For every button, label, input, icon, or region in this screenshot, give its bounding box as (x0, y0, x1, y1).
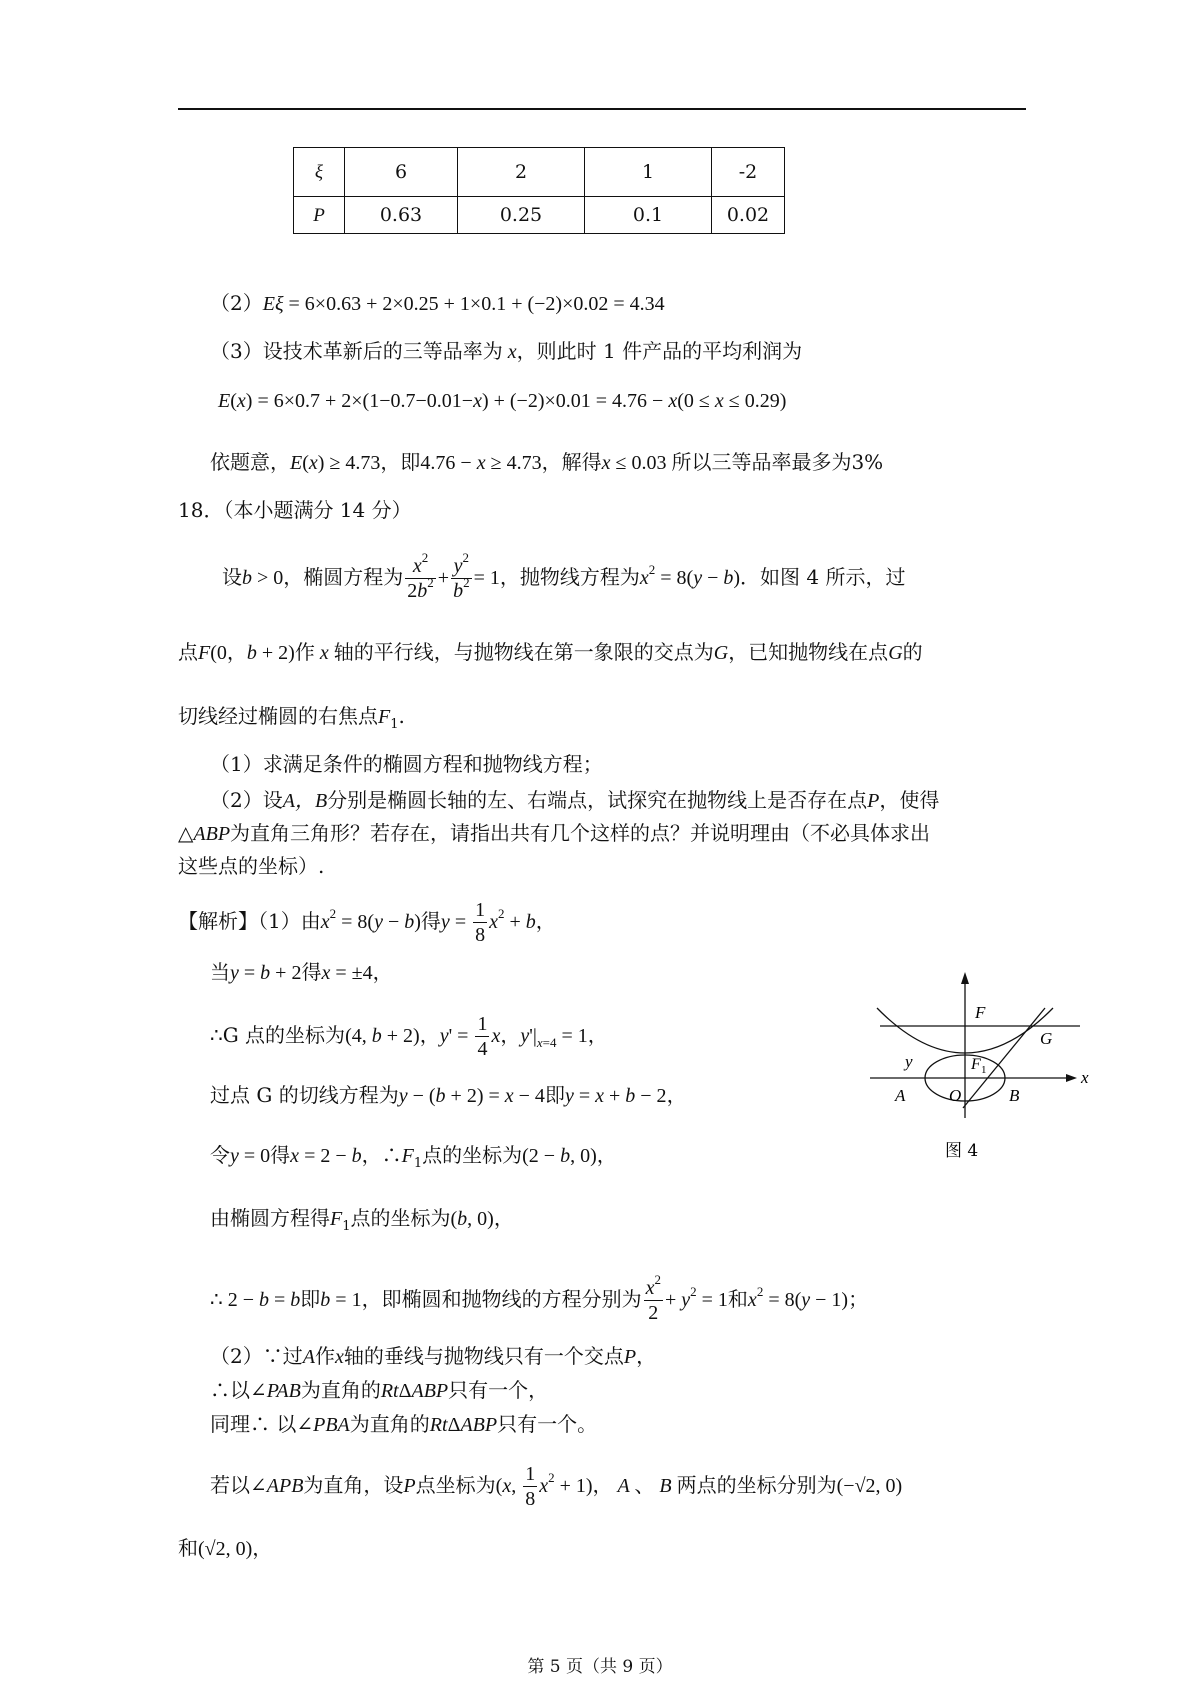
solution-line6: 由椭圆方程得$F_1$点的坐标为(b, 0)， (210, 1206, 514, 1234)
solution-part2-line2: ∴以∠PAB为直角的RtΔABP只有一个， (210, 1378, 549, 1402)
solution-line2: 当y = b + 2得x = ±4， (210, 960, 393, 984)
q18-part2-line3: 这些点的坐标）. (178, 854, 325, 878)
solution-part2-line5: 和(√2, 0)， (178, 1536, 273, 1560)
table-cell: 0.25 (458, 197, 585, 234)
table-row (294, 197, 785, 234)
label-A: A (895, 1086, 906, 1105)
table-cell: -2 (712, 148, 785, 197)
q18-line3: 切线经过椭圆的右焦点$F_1$. (178, 704, 405, 732)
table-cell: 0.02 (712, 197, 785, 234)
table-cell: 0.63 (345, 197, 458, 234)
p3-line: （3）设技术革新后的三等品率为 x，则此时 1 件产品的平均利润为 (210, 339, 803, 363)
figure-caption: 图 4 (945, 1141, 979, 1161)
x-axis-arrow-icon (1066, 1074, 1077, 1082)
label-F1: F (971, 1056, 981, 1073)
question-18-title: 18．（本小题满分 14 分） (178, 498, 412, 522)
label-x: x (1081, 1068, 1089, 1087)
solution-part2-line3: 同理∴ 以∠PBA为直角的RtΔABP只有一个。 (210, 1412, 598, 1436)
table-cell: 6 (345, 148, 458, 197)
table-row (294, 148, 785, 197)
label-F: F (975, 1003, 986, 1022)
solution-part2-line1: （2）∵过A作x轴的垂线与抛物线只有一个交点P， (210, 1344, 657, 1368)
label-G: G (1040, 1029, 1053, 1048)
q18-line1: 设b > 0，椭圆方程为 $\frac{x^2}{2b^2}$ + $\frac{y^2}{b^2}$ = 1，抛物线方程为$x^2 = 8(y - b)$．如图 4 所示，过 (222, 550, 906, 602)
solution-line3: ∴G 点的坐标为(4, b + 2)，y' = $\frac{1}{4}$ x，$y'|_{x=4} = 1$， (210, 1013, 608, 1060)
expectation-line: （2）Eξ = 6×0.63 + 2×0.25 + 1×0.1 + (−2)×0.02 = 4.34 (210, 291, 665, 315)
table-cell: P (294, 197, 345, 234)
q18-part1: （1）求满足条件的椭圆方程和抛物线方程； (210, 752, 603, 776)
q18-line2: 点F(0，b + 2)作 x 轴的平行线，与抛物线在第一象限的交点为G，已知抛物线在点G的 (178, 640, 923, 664)
conclusion-line: 依题意，E(x) ≥ 4.73，即4.76 − x ≥ 4.73，解得x ≤ 0.03 所以三等品率最多为3% (210, 450, 884, 474)
label-B: B (1009, 1086, 1020, 1105)
figure-4 (865, 968, 1095, 1177)
label-O: O (949, 1086, 962, 1105)
table-cell: 0.1 (585, 197, 712, 234)
solution-part2-line4: 若以∠APB为直角，设P点坐标为(x, $\frac{1}{8}$ $x^2 + 1$)， A 、 B 两点的坐标分别为(−√2, 0) (210, 1463, 903, 1510)
page-footer: 第 5 页（共 9 页） (527, 1657, 673, 1677)
table-cell: 2 (458, 148, 585, 197)
table-cell: ξ (294, 148, 345, 197)
label-F1-subscript: 1 (981, 1064, 987, 1076)
q18-part2-line2: △ABP为直角三角形？若存在，请指出共有几个这样的点？并说明理由（不必具体求出 (178, 821, 931, 845)
solution-line1: 【解析】（1）由$x^2 = 8(y - b)$得y = $\frac{1}{8}$ $x^2 + b$， (178, 899, 556, 946)
q18-part2-line1: （2）设A，B分别是椭圆长轴的左、右端点，试探究在抛物线上是否存在点P，使得 (210, 788, 940, 812)
label-y: y (905, 1052, 913, 1071)
y-axis-arrow-icon (961, 972, 969, 984)
header-rule (178, 108, 1026, 110)
solution-line7: ∴ 2 − b = b即b = 1，即椭圆和抛物线的方程分别为 $\frac{x^2}{2}$ + $y^2 = 1$和$x^2 = 8(y - 1)$； (210, 1272, 869, 1324)
figure-4-diagram (865, 968, 1095, 1173)
profit-equation: E(x) = 6×0.7 + 2×(1−0.7−0.01−x) + (−2)×0.01 = 4.76 − x(0 ≤ x ≤ 0.29) (218, 390, 787, 412)
table-cell: 1 (585, 148, 712, 197)
solution-line5: 令y = 0得x = 2 − b，$\therefore F_1$点的坐标为(2 − b, 0)， (210, 1143, 617, 1171)
solution-line4: 过点 G 的切线方程为y − (b + 2) = x − 4即y = x + b − 2， (210, 1083, 687, 1107)
distribution-table (293, 147, 785, 234)
